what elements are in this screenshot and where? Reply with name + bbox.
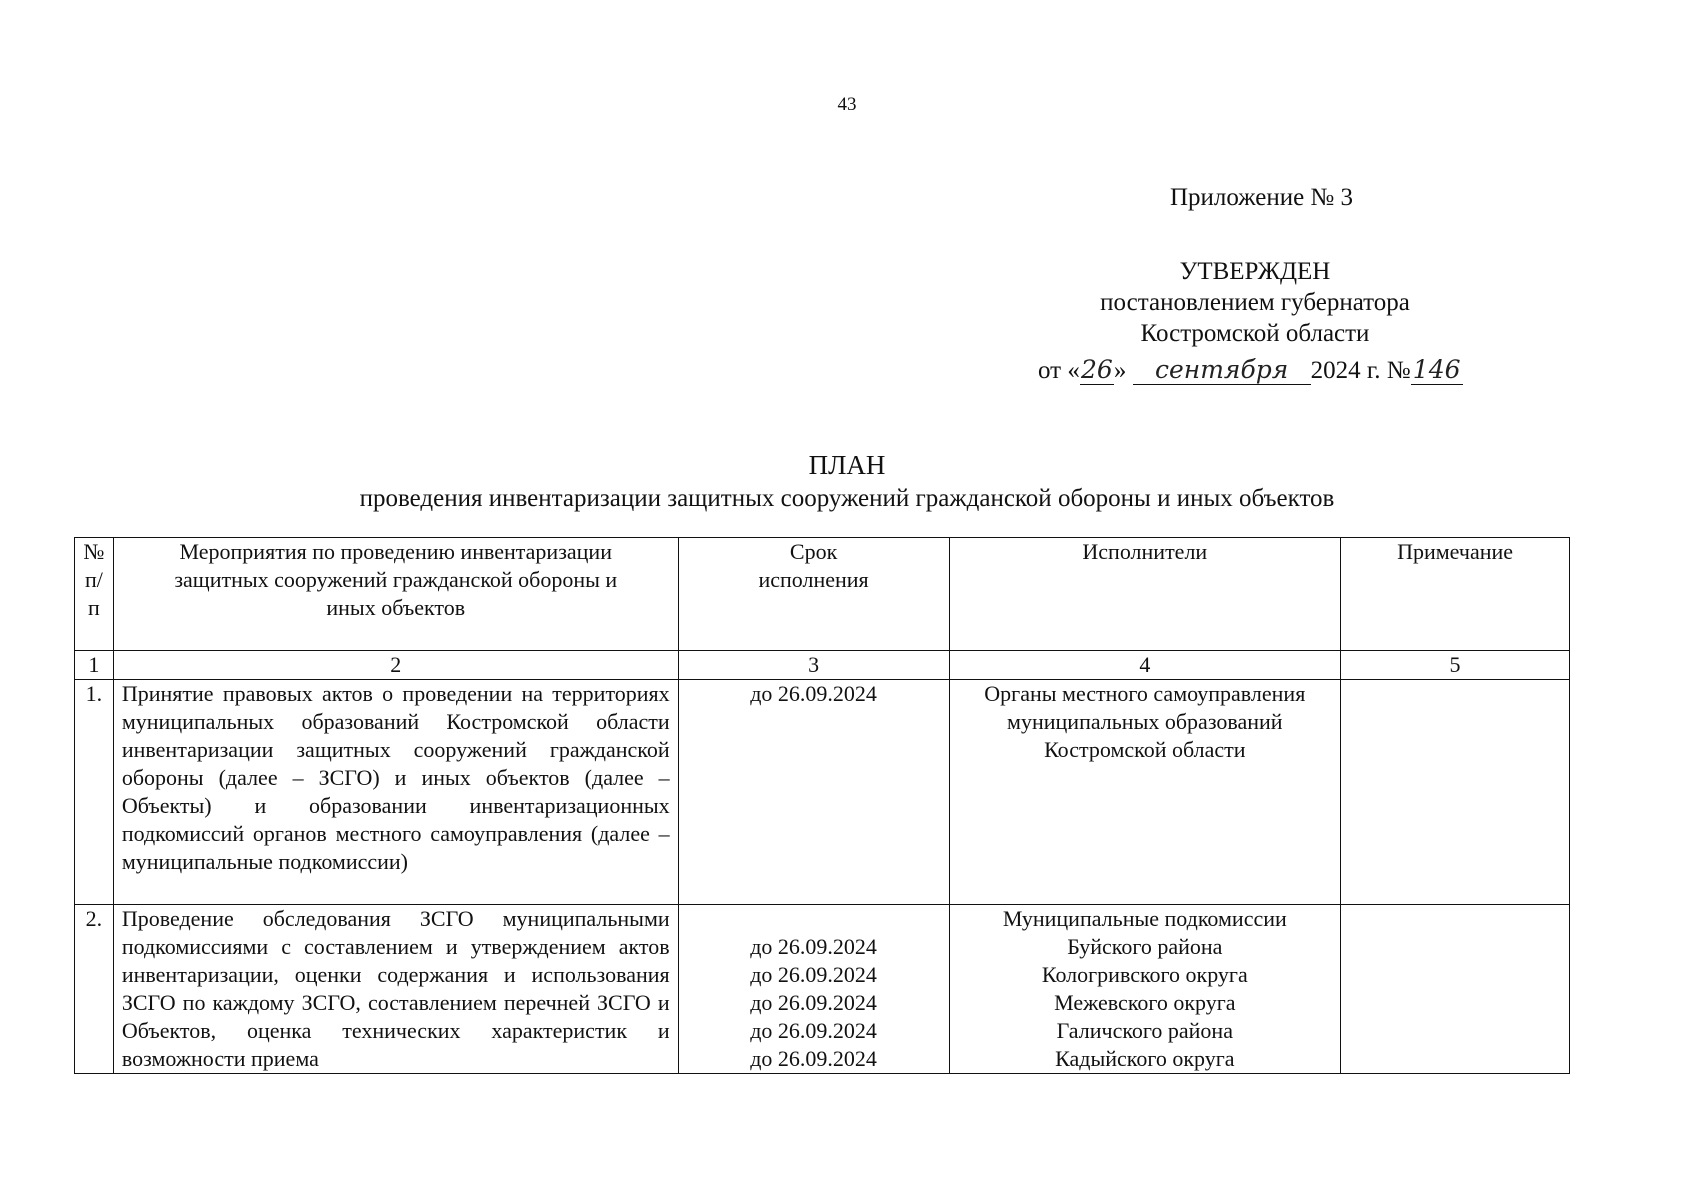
table-header-row — [75, 538, 1570, 651]
column-number: 3 — [678, 651, 949, 680]
column-number: 1 — [75, 651, 114, 680]
row-number: 2. — [75, 905, 114, 1074]
date-year: 2024 г. № — [1310, 357, 1411, 384]
table-row — [75, 680, 1570, 905]
plan-title: ПЛАН — [808, 450, 886, 480]
row-note — [1341, 680, 1570, 905]
table-row — [75, 905, 1570, 1074]
executor-line: Органы местного самоуправления — [984, 681, 1306, 706]
executor-line: Межевского округа — [1054, 990, 1236, 1015]
page-number: 43 — [837, 94, 857, 115]
executor-line: муниципальных образований — [1007, 709, 1283, 734]
header-note: Примечание — [1341, 538, 1570, 651]
approval-block — [1010, 256, 1500, 349]
handwritten-number: 146 — [1411, 355, 1463, 385]
date-mid: » — [1113, 357, 1127, 384]
date-prefix: от « — [1038, 357, 1080, 384]
executor-line: Галичского района — [1056, 1018, 1233, 1043]
row-event: Принятие правовых актов о проведении на территориях муниципальных образований Костромской области инвентаризации защитных сооружений гражданской обороны (далее – ЗСГО) и иных объектов (далее – Объекты) и образовании инвентаризационных подкомиссий органов местного самоуправления (далее – муниципальные подкомиссии) — [113, 680, 678, 905]
row-number: 1. — [75, 680, 114, 905]
approval-date — [1038, 355, 1463, 385]
term-line: до 26.09.2024 — [750, 990, 877, 1015]
row-event: Проведение обследования ЗСГО муниципальными подкомиссиями с составлением и утверждением актов инвентаризации, оценки содержания и использования ЗСГО по каждому ЗСГО, составлением перечней ЗСГО и Объектов, оценка технических характеристик и возможности приема — [113, 905, 678, 1074]
appendix-label: Приложение № 3 — [1170, 184, 1354, 211]
row-terms — [678, 905, 949, 1074]
term-line: до 26.09.2024 — [750, 934, 877, 959]
header-executors: Исполнители — [949, 538, 1341, 651]
row-note — [1341, 905, 1570, 1074]
header-number: № п/п — [75, 538, 114, 651]
column-number-row — [75, 651, 1570, 680]
handwritten-day: 26 — [1080, 355, 1113, 384]
term-line: до 26.09.2024 — [750, 962, 877, 987]
plan-subtitle: проведения инвентаризации защитных сооружений гражданской обороны и иных объектов — [359, 485, 1335, 512]
executor-line: Костромской области — [1044, 737, 1246, 762]
header-term: Срок исполнения — [678, 538, 949, 651]
header-events: Мероприятия по проведению инвентаризации защитных сооружений гражданской обороны и иных объектов — [113, 538, 678, 651]
executor-line: Муниципальные подкомиссии — [1002, 906, 1287, 931]
plan-table — [74, 537, 1570, 1074]
column-number: 5 — [1341, 651, 1570, 680]
row-executors — [949, 905, 1341, 1074]
approval-line-1: постановлением губернатора — [1100, 289, 1410, 316]
handwritten-month: сентября — [1133, 355, 1311, 385]
approval-title: УТВЕРЖДЕН — [1179, 258, 1331, 285]
executor-line: Буйского района — [1067, 934, 1223, 959]
term-line: до 26.09.2024 — [750, 1018, 877, 1043]
executor-line: Кадыйского округа — [1055, 1046, 1235, 1071]
row-executors — [949, 680, 1341, 905]
column-number: 4 — [949, 651, 1341, 680]
row-term: до 26.09.2024 — [678, 680, 949, 905]
term-line: до 26.09.2024 — [750, 1046, 877, 1071]
executor-line: Кологривского округа — [1041, 962, 1248, 987]
column-number: 2 — [113, 651, 678, 680]
approval-line-2: Костромской области — [1140, 320, 1370, 347]
